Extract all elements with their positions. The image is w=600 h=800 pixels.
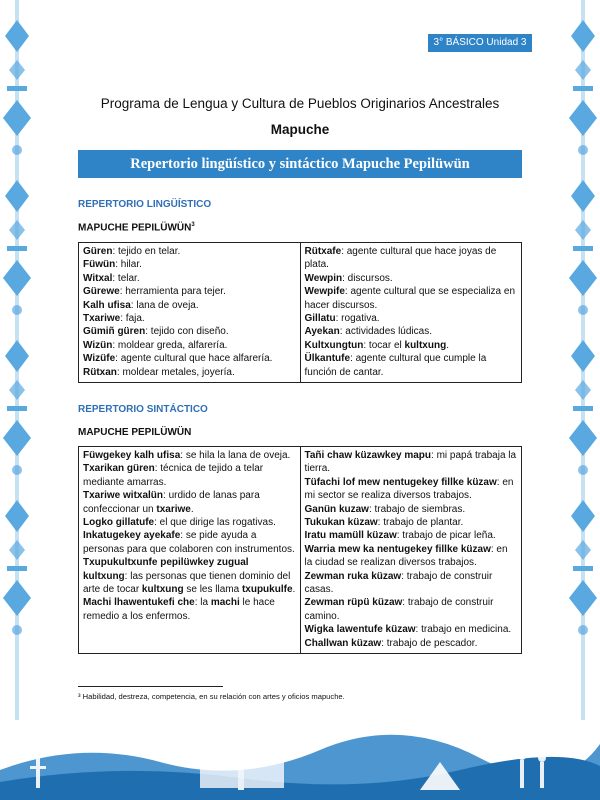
term-entry: [83, 339, 296, 352]
term-definition: : tocar el: [363, 339, 405, 351]
term-entry: [83, 529, 296, 556]
linguistic-heading: REPERTORIO LINGÜÍSTICO: [78, 199, 212, 210]
footnote: ³ Habilidad, destreza, competencia, en su relación con artes y oficios mapuche.: [78, 692, 345, 701]
term-entry: [83, 325, 296, 338]
term-word: Warria mew ka nentugekey fillke küzaw: [304, 543, 491, 555]
syntactic-heading: REPERTORIO SINTÁCTICO: [78, 404, 208, 415]
term-definition: : el que dirige las rogativas.: [154, 517, 276, 529]
term-entry: [305, 352, 518, 379]
term-word: Logko gillatufe: [83, 517, 155, 529]
term-word: kultxung: [141, 584, 184, 596]
landscape-silhouette-icon: [0, 700, 600, 800]
term-entry: [83, 352, 296, 365]
term-word: Txariwe witxalün: [83, 490, 164, 502]
term-definition: : tejido en telar.: [112, 246, 181, 257]
term-word: Machi lhawentukefi che: [83, 597, 195, 609]
term-word: Kalh ufisa: [83, 299, 131, 311]
footnote-divider: [78, 686, 223, 687]
term-definition: : telar.: [112, 272, 140, 284]
term-entry: [305, 543, 518, 570]
program-title: Programa de Lengua y Cultura de Pueblos Originarios Ancestrales: [100, 96, 500, 111]
mapuche-pattern-border-right-icon: [566, 0, 600, 720]
term-definition: : moldear greda, alfarería.: [112, 339, 228, 351]
term-entry: [305, 245, 518, 272]
linguistic-left-cell: [79, 243, 301, 383]
term-definition: : en mi sector se realiza diversos trabajos.: [304, 476, 514, 502]
term-entry: [305, 516, 518, 529]
term-word: Gillatu: [304, 313, 336, 325]
term-word: Tüfachi lof mew nentugekey fillke küzaw: [304, 476, 497, 488]
term-definition: : técnica de tejido a telar mediante amarras.: [83, 463, 264, 488]
term-definition: : trabajo en medicina.: [415, 624, 512, 636]
term-definition: : trabajo de plantar.: [377, 517, 464, 529]
term-definition: : hilar.: [115, 259, 142, 271]
term-word: Gürewe: [83, 286, 120, 298]
term-definition: : se hila la lana de oveja.: [180, 450, 291, 461]
linguistic-right-cell: [300, 243, 522, 383]
term-definition: : mi papá trabaja la tierra.: [304, 450, 517, 475]
term-entry: [305, 503, 518, 516]
mapuche-pattern-border-left-icon: [0, 0, 34, 720]
term-definition: : la: [194, 597, 211, 609]
term-definition: : trabajo de pescador.: [381, 637, 478, 649]
term-word: Wizün: [83, 339, 113, 351]
term-definition: : trabajo de picar leña.: [396, 530, 496, 542]
term-definition: se les llama: [183, 584, 242, 596]
term-definition: : moldear metales, joyería.: [116, 366, 235, 378]
term-entry: [305, 272, 518, 285]
term-word: txupukulfe: [241, 584, 293, 596]
section-banner: Repertorio lingüístico y sintáctico Mapuche Pepilüwün: [78, 150, 522, 178]
term-word: Güren: [83, 246, 113, 257]
term-entry: [305, 312, 518, 325]
term-definition: : trabajo de construir casas.: [304, 570, 493, 596]
term-definition: : agente cultural que cumple la función de cantar.: [304, 353, 487, 378]
term-definition: .: [292, 584, 296, 596]
term-definition: : actividades lúdicas.: [339, 326, 432, 338]
term-definition: le hace remedio a los enfermos.: [83, 597, 275, 622]
syntactic-right-cell: [300, 447, 522, 654]
term-definition: : agente cultural que se especializa en hacer discursos.: [304, 286, 516, 311]
term-word: Ülkantufe: [304, 353, 351, 365]
term-entry: [83, 245, 296, 258]
term-entry: [83, 516, 296, 529]
term-entry: [83, 449, 296, 462]
term-entry: [305, 637, 518, 650]
term-entry: [305, 476, 518, 503]
term-word: Rütxan: [83, 366, 117, 378]
term-entry: [305, 285, 518, 312]
syntactic-subheading: MAPUCHE PEPILÜWÜN: [78, 427, 192, 438]
term-definition: : se pide ayuda a personas para que colaboren con instrumentos.: [83, 530, 295, 555]
term-word: Iratu mamüll küzaw: [304, 530, 397, 542]
term-entry: [305, 529, 518, 542]
term-definition: : en la ciudad se realizan diversos trabajos.: [304, 543, 508, 569]
term-word: Tukukan küzaw: [304, 517, 378, 529]
term-definition: : urdido de lanas para confeccionar un: [83, 490, 260, 515]
term-definition: : lana de oveja.: [130, 299, 199, 311]
term-entry: [83, 299, 296, 312]
term-word: Gümiñ güren: [83, 326, 146, 338]
term-word: Zewman ruka küzaw: [304, 570, 402, 582]
term-entry: [305, 449, 518, 476]
term-word: txariwe: [156, 503, 191, 515]
term-word: Wigka lawentufe küzaw: [304, 624, 416, 636]
term-word: Kultxungtun: [304, 339, 364, 351]
term-definition: : discursos.: [342, 272, 393, 284]
term-word: Ayekan: [304, 326, 340, 338]
term-word: Challwan küzaw: [304, 637, 382, 649]
term-entry: [305, 570, 518, 597]
term-word: Tañi chaw küzawkey mapu: [304, 450, 432, 461]
term-entry: [83, 312, 296, 325]
term-entry: [83, 366, 296, 379]
term-entry: [305, 325, 518, 338]
term-definition: : faja.: [120, 313, 145, 325]
term-definition: : tejido con diseño.: [145, 326, 229, 338]
syntactic-table: [78, 446, 522, 654]
term-entry: [83, 596, 296, 623]
term-word: Inkatugekey ayekafe: [83, 530, 181, 542]
term-definition: : agente cultural que hace alfarería.: [115, 353, 273, 365]
grade-unit-badge: 3° BÁSICO Unidad 3: [428, 34, 532, 52]
syntactic-left-cell: [79, 447, 301, 654]
term-definition: : las personas que tienen dominio del arte de tocar: [83, 570, 291, 596]
term-definition: : agente cultural que hace joyas de plata.: [304, 246, 497, 271]
term-entry: [305, 623, 518, 636]
term-definition: : rogativa.: [335, 313, 380, 325]
term-word: Txariwe: [83, 313, 121, 325]
term-word: Wizüfe: [83, 353, 116, 365]
term-word: Txupukultxunfe pepilüwkey zugual kultxung: [83, 557, 249, 582]
term-word: Wewpife: [304, 286, 345, 298]
term-word: Füwün: [83, 259, 116, 271]
term-word: Zewman rüpü küzaw: [304, 597, 403, 609]
term-definition: : trabajo de siembras.: [368, 503, 466, 515]
term-word: Ganün kuzaw: [304, 503, 369, 515]
term-word: machi: [210, 597, 240, 609]
term-entry: [83, 556, 296, 596]
term-word: Füwgekey kalh ufisa: [83, 450, 181, 461]
term-entry: [83, 285, 296, 298]
term-entry: [83, 272, 296, 285]
term-definition: : herramienta para tejer.: [119, 286, 226, 298]
term-entry: [83, 489, 296, 516]
term-entry: [83, 462, 296, 489]
term-entry: [305, 596, 518, 623]
term-definition: : trabajo de construir camino.: [304, 597, 494, 622]
linguistic-subheading: MAPUCHE PEPILÜWÜN$^3$: [78, 222, 195, 234]
term-word: kultxung: [404, 339, 447, 351]
term-definition: .: [190, 503, 194, 515]
people-title: Mapuche: [270, 122, 330, 137]
term-entry: [305, 339, 518, 352]
term-definition: .: [446, 339, 449, 351]
linguistic-table: [78, 242, 522, 383]
term-word: Rütxafe: [304, 246, 342, 257]
term-entry: [83, 258, 296, 271]
term-word: Txarikan güren: [83, 463, 155, 475]
term-word: Wewpin: [304, 272, 343, 284]
footnote-mark: 3: [191, 222, 195, 228]
term-word: Witxal: [83, 272, 113, 284]
